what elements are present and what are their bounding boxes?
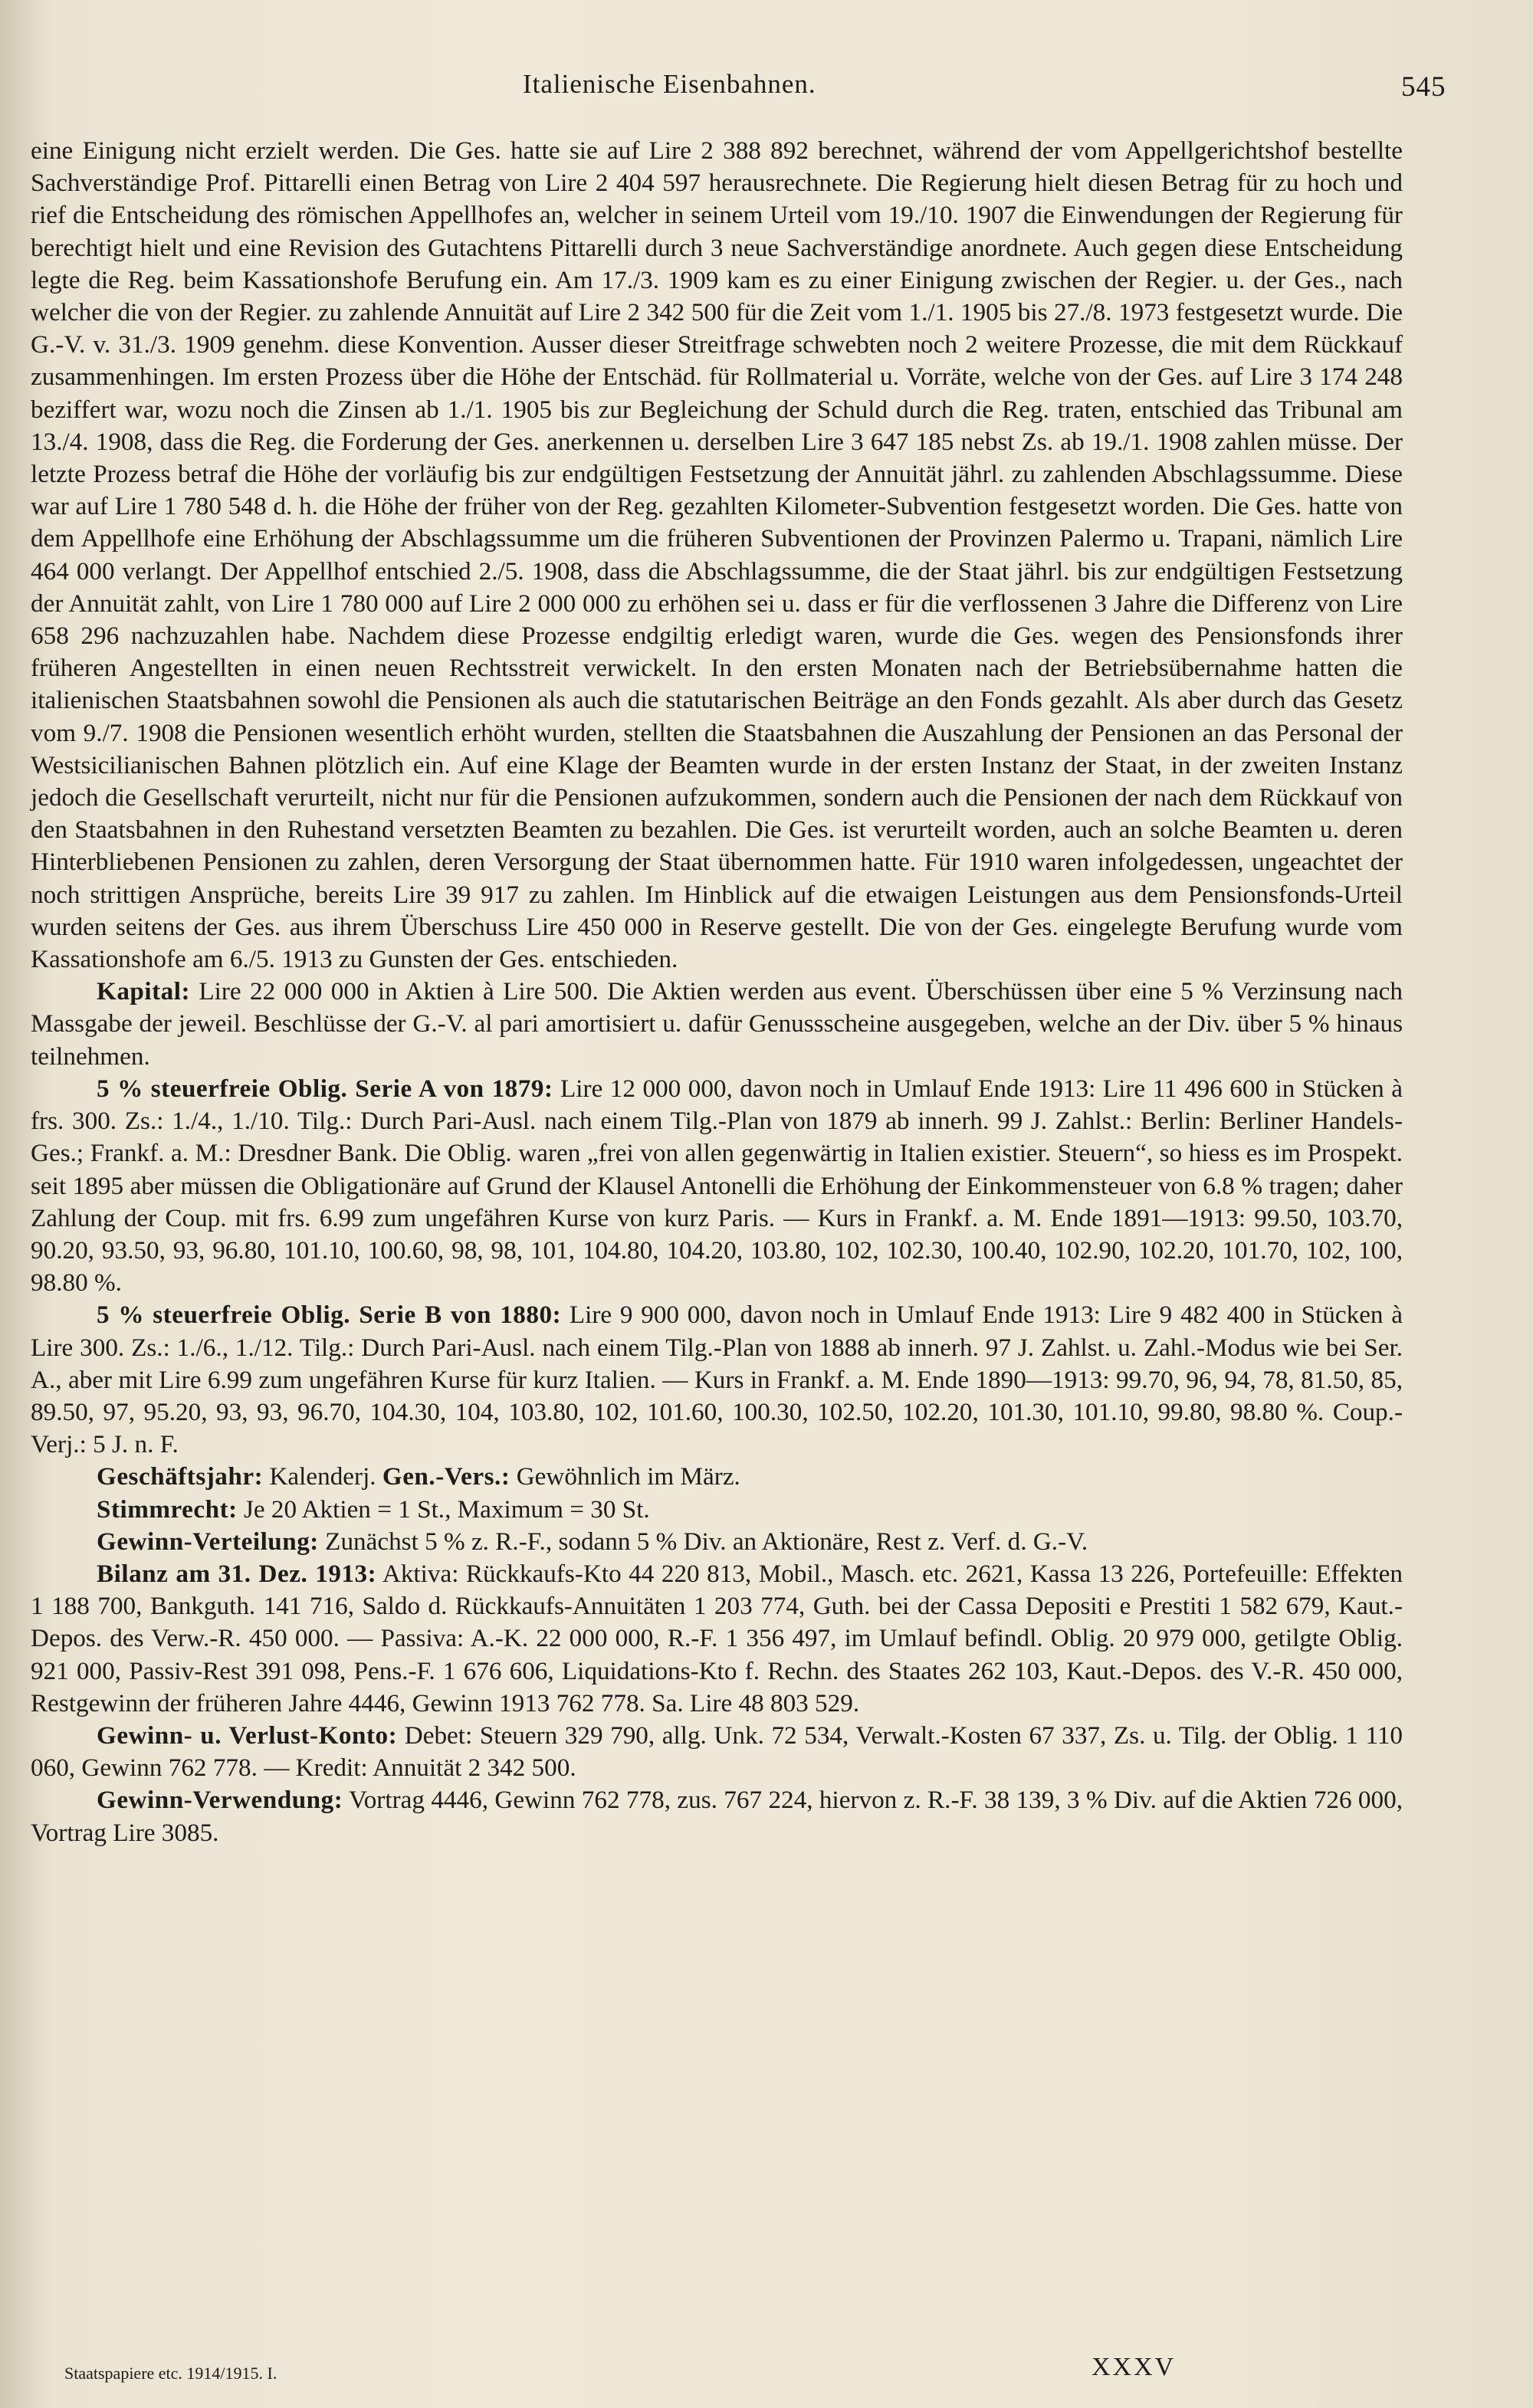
section-oblig-serie-a — [31, 1073, 1403, 1299]
section-text: Lire 12 000 000, davon noch in Umlauf Ende 1913: Lire 11 496 600 in Stücken à frs. 300. Zs.: 1./4., 1./10. Tilg.: Durch Pari-Ausl. nach einem Tilg.-Plan von 1879 ab innerh. 99 J. Zahlst.: Berlin: Berliner Handels-Ges.; Frankf. a. M.: Dresdner Bank. Die Oblig. waren „frei von allen gegenwärtig in Italien existier. Steuern“, so hiess es im Prospekt. seit 1895 aber müssen die Obligationäre auf Grund der Klausel Antonelli die Erhöhung der Einkommensteuer von 6.8 % tragen; daher Zahlung der Coup. mit frs. 6.99 zum ungefähren Kurse von kurz Paris. — Kurs in Frankf. a. M. Ende 1891—1913: 99.50, 103.70, 90.20, 93.50, 93, 96.80, 101.10, 100.60, 98, 98, 101, 104.80, 104.20, 103.80, 102, 102.30, 100.40, 102.90, 102.20, 101.70, 102, 100, 98.80 %. — [31, 1074, 1403, 1297]
section-label: Gewinn-Verwendung: — [97, 1786, 343, 1815]
section-label: Stimmrecht: — [97, 1494, 238, 1524]
running-title: Italienische Eisenbahnen. — [523, 69, 816, 99]
section-text: Vortrag 4446, Gewinn 762 778, zus. 767 224, hiervon z. R.-F. 38 139, 3 % Div. auf die Aktien 726 000, Vortrag Lire 3085. — [31, 1786, 1403, 1847]
section-stimmrecht — [31, 1494, 1403, 1526]
footer-source: Staatspapiere etc. 1914/1915. I. — [64, 2364, 277, 2383]
section-oblig-serie-b — [31, 1299, 1403, 1461]
section-geschaeftsjahr — [31, 1461, 1403, 1493]
page-header — [0, 55, 1533, 101]
page-number: 545 — [1401, 71, 1446, 103]
section-gewinn-verwendung — [31, 1784, 1403, 1849]
paragraph-pensions: eine Einigung nicht erzielt werden. Die Ges. hatte sie auf Lire 2 388 892 berechnet, während der vom Appellgerichtshof bestellte Sachverständige Prof. Pittarelli einen Betrag von Lire 2 404 597 herausrechnete. Die Regierung hielt diesen Betrag für zu hoch und rief die Entscheidung des römischen Appellhofes an, welcher in seinem Urteil vom 19./10. 1907 die Einwendungen der Regierung für berechtigt hielt und eine Revision des Gutachtens Pittarelli durch 3 neue Sachverständige anordnete. Auch gegen diese Entscheidung legte die Reg. beim Kassationshofe Berufung ein. Am 17./3. 1909 kam es zu einer Einigung zwischen der Regier. u. der Ges., nach welcher die von der Regier. zu zahlende Annuität auf Lire 2 342 500 für die Zeit vom 1./1. 1905 bis 27./8. 1973 festgesetzt wurde. Die G.-V. v. 31./3. 1909 genehm. diese Konvention. Ausser dieser Streitfrage schwebten noch 2 weitere Prozesse, die mit dem Rückkauf zusammenhingen. Im ersten Prozess über die Höhe der Entschäd. für Rollmaterial u. Vorräte, welche von der Ges. auf Lire 3 174 248 beziffert war, wozu noch die Zinsen ab 1./1. 1905 bis zur Begleichung der Schuld durch die Reg. traten, entschied das Tribunal am 13./4. 1908, dass die Reg. die Forderung der Ges. anerkennen u. derselben Lire 3 647 185 nebst Zs. ab 19./1. 1908 zahlen müsse. Der letzte Prozess betraf die Höhe der vorläufig bis zur endgültigen Festsetzung der Annuität jährl. zu zahlenden Abschlagssumme. Diese war auf Lire 1 780 548 d. h. die Höhe der früher von der Reg. gezahlten Kilometer-Subvention festgesetzt worden. Die Ges. hatte von dem Appellhofe eine Erhöhung der Abschlagssumme um die früheren Subventionen der Provinzen Palermo u. Trapani, nämlich Lire 464 000 verlangt. Der Appellhof entschied 2./5. 1908, dass die Abschlagssumme, die der Staat jährl. bis zur endgültigen Festsetzung der Annuität zahlt, von Lire 1 780 000 auf Lire 2 000 000 zu erhöhen sei u. dass er für die verflossenen 3 Jahre die Differenz von Lire 658 296 nachzuzahlen habe. Nachdem diese Prozesse endgiltig erledigt waren, wurde die Ges. wegen des Pensionsfonds ihrer früheren Angestellten in einen neuen Rechtsstreit verwickelt. In den ersten Monaten nach der Betriebsübernahme hatten die italienischen Staatsbahnen sowohl die Pensionen als auch die statutarischen Beiträge an den Fonds gezahlt. Als aber durch das Gesetz vom 9./7. 1908 die Pensionen wesentlich erhöht wurden, stellten die Staatsbahnen die Auszahlung der Pensionen an das Personal der Westsicilianischen Bahnen plötzlich ein. Auf eine Klage der Beamten wurde in der ersten Instanz der Staat, in der zweiten Instanz jedoch die Gesellschaft verurteilt, nicht nur für die Pensionen aufzukommen, sondern auch die Pensionen der nach dem Rückkauf von den Staatsbahnen in den Ruhestand versetzten Beamten zu bezahlen. Die Ges. ist verurteilt worden, auch an solche Beamten u. deren Hinterbliebenen Pensionen zu zahlen, deren Versorgung der Staat übernommen hatte. Für 1910 waren infolgedessen, ungeachtet der noch strittigen Ansprüche, bereits Lire 39 917 zu zahlen. Im Hinblick auf die etwaigen Leistungen aus dem Pensionsfonds-Urteil wurden seitens der Ges. aus ihrem Überschuss Lire 450 000 in Reserve gestellt. Die von der Ges. eingelegte Berufung wurde vom Kassationshofe am 6./5. 1913 zu Gunsten der Ges. entschieden. — [31, 136, 1403, 974]
section-label: 5 % steuerfreie Oblig. Serie B von 1880: — [97, 1301, 562, 1330]
section-text: Kalenderj. — [263, 1462, 382, 1491]
section-gewinn-verlust — [31, 1720, 1403, 1784]
section-bilanz — [31, 1558, 1403, 1720]
section-label: Gewinn- u. Verlust-Konto: — [97, 1721, 398, 1750]
section-text: Debet: Steuern 329 790, allg. Unk. 72 534, Verwalt.-Kosten 67 337, Zs. u. Tilg. der Oblig. 1 110 060, Gewinn 762 778. — Kredit: Annuität 2 342 500. — [31, 1721, 1403, 1783]
section-text: Aktiva: Rückkaufs-Kto 44 220 813, Mobil., Masch. etc. 2621, Kassa 13 226, Portefeuille: Effekten 1 188 700, Bankguth. 141 716, Saldo d. Rückkaufs-Annuitäten 1 203 774, Guth. bei der Cassa Depositi e Prestiti 1 582 679, Kaut.-Depos. des Verw.-R. 450 000. — Passiva: A.-K. 22 000 000, R.-F. 1 356 497, im Umlauf befindl. Oblig. 20 979 000, getilgte Oblig. 921 000, Passiv-Rest 391 098, Pens.-F. 1 676 606, Liquidations-Kto f. Rechn. des Staates 262 103, Kaut.-Depos. des V.-R. 450 000, Restgewinn der früheren Jahre 4446, Gewinn 1913 762 778. Sa. Lire 48 803 529. — [31, 1559, 1403, 1717]
section-label: Gewinn-Verteilung: — [97, 1527, 319, 1556]
section-text: Lire 9 900 000, davon noch in Umlauf Ende 1913: Lire 9 482 400 in Stücken à Lire 300. Zs.: 1./6., 1./12. Tilg.: Durch Pari-Ausl. nach einem Tilg.-Plan von 1888 ab innerh. 97 J. Zahlst. u. Zahl.-Modus wie bei Ser. A., aber mit Lire 6.99 zum ungefähren Kurse für kurz Italien. — Kurs in Frankf. a. M. Ende 1890—1913: 99.70, 96, 94, 78, 81.50, 85, 89.50, 97, 95.20, 93, 93, 96.70, 104.30, 104, 103.80, 102, 101.60, 100.30, 102.50, 102.20, 101.30, 101.10, 99.80, 98.80 %. Coup.-Verj.: 5 J. n. F. — [31, 1301, 1403, 1459]
main-text — [31, 135, 1403, 1849]
section-gewinn-verteilung — [31, 1526, 1403, 1558]
section-label: Bilanz am 31. Dez. 1913: — [97, 1559, 377, 1588]
signature-mark: XXXV — [1091, 2353, 1177, 2381]
section-label: Gen.-Vers.: — [382, 1462, 510, 1491]
section-label: 5 % steuerfreie Oblig. Serie A von 1879: — [97, 1074, 553, 1103]
section-label: Geschäftsjahr: — [97, 1462, 264, 1491]
section-kapital — [31, 976, 1403, 1073]
section-text: Zunächst 5 % z. R.-F., sodann 5 % Div. an Aktionäre, Rest z. Verf. d. G.-V. — [318, 1527, 1088, 1556]
section-text: Lire 22 000 000 in Aktien à Lire 500. Die Aktien werden aus event. Überschüssen über eine 5 % Verzinsung nach Massgabe der jeweil. Beschlüsse der G.-V. al pari amortisiert u. dafür Genussscheine ausgegeben, welche an der Div. über 5 % hinaus teilnehmen. — [31, 977, 1403, 1071]
section-label: Kapital: — [97, 977, 191, 1006]
section-text: Je 20 Aktien = 1 St., Maximum = 30 St. — [237, 1494, 650, 1524]
section-text: Gewöhnlich im März. — [510, 1462, 740, 1491]
